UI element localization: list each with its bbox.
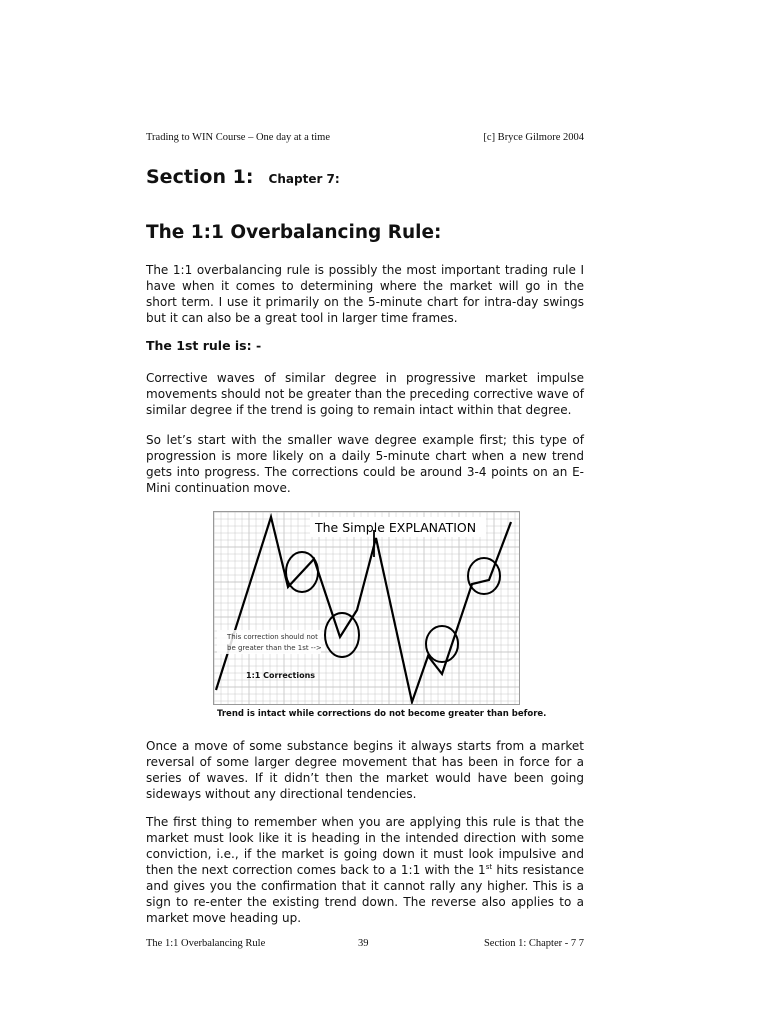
correction-note-line1: This correction should not bbox=[227, 633, 318, 641]
figure-title-group bbox=[310, 517, 486, 537]
example-paragraph: So let’s start with the smaller wave degree example first; this type of progression is more likely on a daily 5-minute chart when a new trend gets into progress. The corrections could be around 3-4 points on an E-Mini continuation move. bbox=[146, 433, 584, 495]
first-thing-paragraph bbox=[146, 814, 584, 926]
page-header bbox=[146, 132, 584, 148]
first-thing-text-a: The first thing to remember when you are applying this rule is that the market must look like it is heading in the intended direction with some conviction, i.e., if the market is going down it must look impulsive and then the next correction comes back to a 1:1 with the 1 bbox=[146, 815, 584, 877]
move-paragraph: Once a move of some substance begins it always starts from a market reversal of some larger degree movement that has been in force for a series of waves. If it didn’t then the market would have been going sideways without any directional tendencies. bbox=[146, 739, 584, 801]
first-thing-superscript: st bbox=[485, 863, 493, 871]
footer-chapter: Section 1: Chapter - 7 7 bbox=[483, 938, 584, 949]
rule-paragraph: Corrective waves of similar degree in progressive market impulse movements should not be greater than the preceding corrective wave of similar degree if the trend is going to remain intact within that degree. bbox=[146, 371, 584, 417]
footer-title: The 1:1 Overbalancing Rule bbox=[146, 938, 266, 949]
page-title: The 1:1 Overbalancing Rule: bbox=[146, 222, 442, 243]
explanation-diagram bbox=[214, 512, 519, 704]
rule-heading: The 1st rule is: - bbox=[146, 338, 262, 353]
section-label: Section 1: bbox=[146, 166, 254, 188]
corrections-label: 1:1 Corrections bbox=[246, 671, 316, 680]
correction-note-line2: be greater than the 1st --> bbox=[227, 644, 322, 652]
section-heading bbox=[146, 166, 340, 188]
page-number: 39 bbox=[358, 938, 369, 949]
first-thing-text-b: hits resistance and gives you the confirmation that it cannot rally any higher. This is a sign to re-enter the existing trend down. The reverse also applies to a market move heading up. bbox=[146, 863, 585, 925]
chapter-label: Chapter 7: bbox=[268, 172, 340, 186]
explanation-figure bbox=[213, 511, 520, 705]
page-footer bbox=[146, 938, 584, 954]
intro-paragraph: The 1:1 overbalancing rule is possibly the most important trading rule I have when it comes to determining where the market will go in the short term. I use it primarily on the 5-minute chart for intra-day swings but it can also be a great tool in larger time frames. bbox=[146, 263, 584, 325]
header-course-title: Trading to WIN Course – One day at a time bbox=[146, 132, 331, 143]
figure-title: The Simple EXPLANATION bbox=[315, 520, 477, 535]
header-copyright: [c] Bryce Gilmore 2004 bbox=[483, 132, 584, 143]
figure-caption: Trend is intact while corrections do not become greater than before. bbox=[217, 709, 547, 719]
